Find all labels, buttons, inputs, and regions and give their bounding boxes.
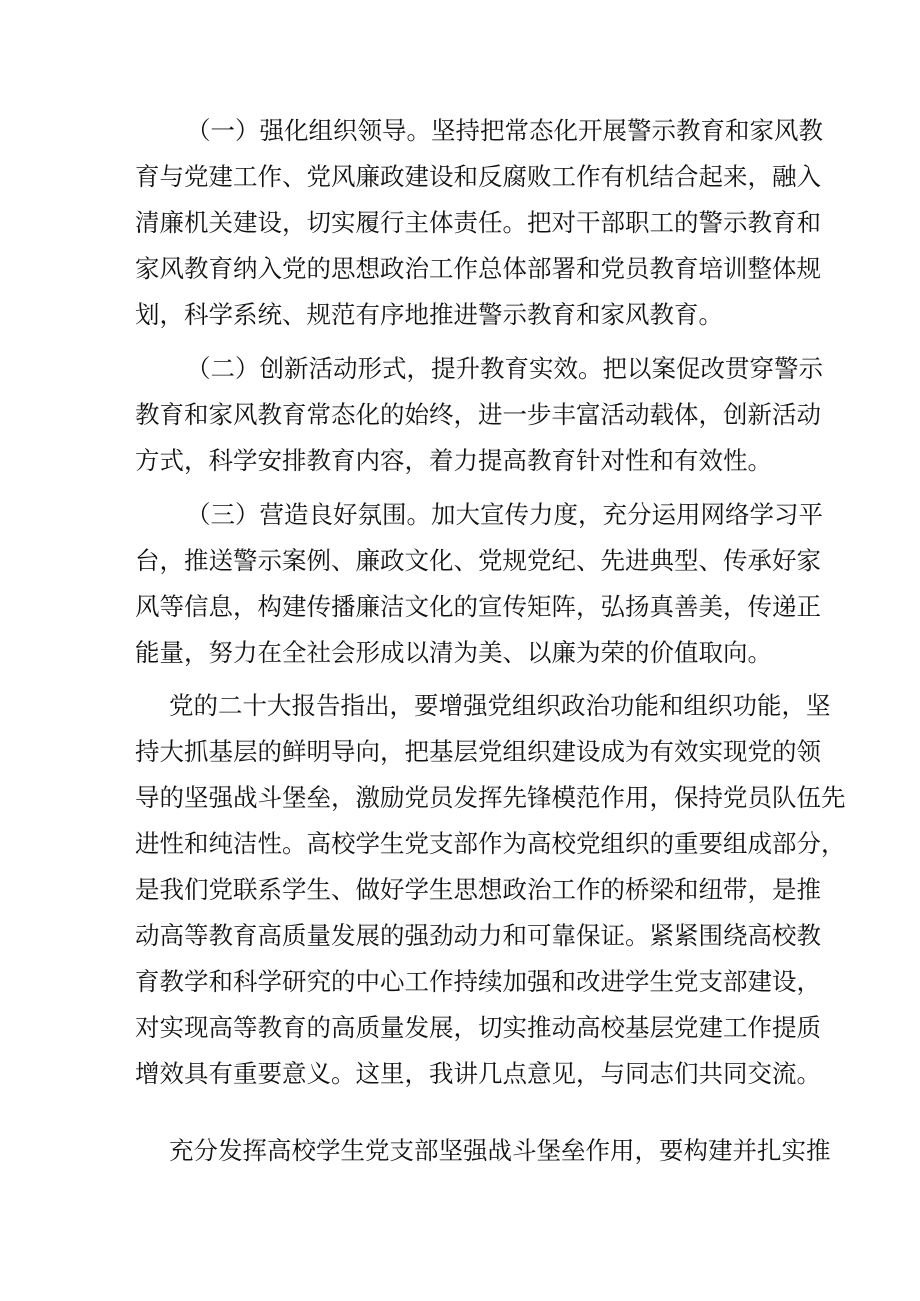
paragraph-line: （一）强化组织领导。坚持把常态化开展警示教育和家风教 bbox=[186, 116, 823, 145]
paragraph-innovate-activities bbox=[135, 346, 823, 484]
paragraph-student-party-branch bbox=[135, 1128, 831, 1174]
paragraph-line: 进性和纯洁性。高校学生党支部作为高校党组织的重要组成部分， bbox=[135, 829, 846, 858]
paragraph-create-atmosphere bbox=[135, 492, 823, 676]
paragraph-line: 持大抓基层的鲜明导向，把基层党组织建设成为有效实现党的领 bbox=[135, 737, 821, 766]
paragraph-line: 风等信息，构建传播廉洁文化的宣传矩阵，弘扬真善美，传递正 bbox=[135, 592, 821, 621]
paragraph-line: 能量，努力在全社会形成以清为美、以廉为荣的价值取向。 bbox=[135, 638, 772, 667]
paragraph-line: （二）创新活动形式，提升教育实效。把以案促改贯穿警示 bbox=[186, 354, 823, 383]
paragraph-line: 导的坚强战斗堡垒，激励党员发挥先锋模范作用，保持党员队伍先 bbox=[135, 783, 846, 812]
paragraph-line: 党的二十大报告指出，要增强党组织政治功能和组织功能，坚 bbox=[169, 691, 831, 720]
paragraph-line: 动高等教育高质量发展的强劲动力和可靠保证。紧紧围绕高校教 bbox=[135, 921, 821, 950]
paragraph-organization-leadership bbox=[135, 108, 823, 338]
paragraph-line: 是我们党联系学生、做好学生思想政治工作的桥梁和纽带，是推 bbox=[135, 875, 821, 904]
paragraph-line: 充分发挥高校学生党支部坚强战斗堡垒作用，要构建并扎实推 bbox=[169, 1136, 831, 1165]
paragraph-line: （三）营造良好氛围。加大宣传力度，充分运用网络学习平 bbox=[186, 500, 823, 529]
paragraph-line: 方式，科学安排教育内容，着力提高教育针对性和有效性。 bbox=[135, 446, 772, 475]
paragraph-line: 家风教育纳入党的思想政治工作总体部署和党员教育培训整体规 bbox=[135, 254, 821, 283]
paragraph-line: 对实现高等教育的高质量发展，切实推动高校基层党建工作提质 bbox=[135, 1013, 821, 1042]
paragraph-line: 育教学和科学研究的中心工作持续加强和改进学生党支部建设， bbox=[135, 967, 821, 996]
paragraph-line: 增效具有重要意义。这里，我讲几点意见，与同志们共同交流。 bbox=[135, 1059, 821, 1088]
paragraph-line: 台，推送警示案例、廉政文化、党规党纪、先进典型、传承好家 bbox=[135, 546, 821, 575]
paragraph-twentieth-congress-report bbox=[135, 683, 846, 1097]
paragraph-line: 育与党建工作、党风廉政建设和反腐败工作有机结合起来，融入 bbox=[135, 162, 821, 191]
paragraph-line: 教育和家风教育常态化的始终，进一步丰富活动载体，创新活动 bbox=[135, 400, 821, 429]
paragraph-line: 清廉机关建设，切实履行主体责任。把对干部职工的警示教育和 bbox=[135, 208, 821, 237]
paragraph-line: 划，科学系统、规范有序地推进警示教育和家风教育。 bbox=[135, 300, 723, 329]
